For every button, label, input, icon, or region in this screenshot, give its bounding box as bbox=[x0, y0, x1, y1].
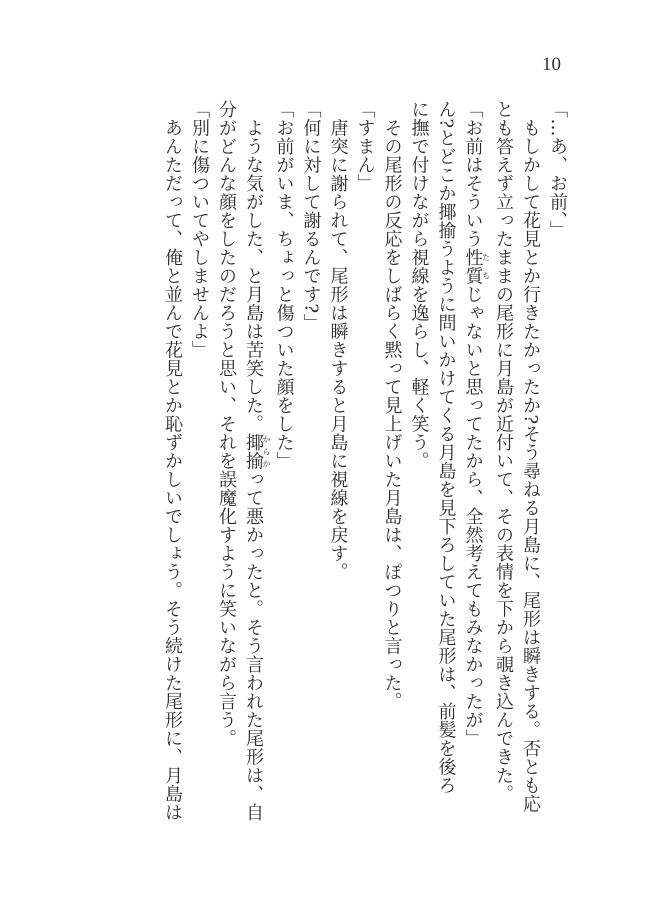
text-line-3: とも答えず立ったままの尾形に月島が近付いて、その表情を下から覗き込んできた。 bbox=[493, 100, 514, 803]
text-line-7: その尾形の反応をしばらく黙って見上げいた月島は、ぽつりと言った。 bbox=[381, 100, 403, 711]
novel-text-block bbox=[159, 100, 571, 820]
ruby-annotation: 揶揄からか bbox=[243, 433, 271, 470]
text-line-2: もしかして花見とか行きたかったか?そう尋ねる月島に、尾形は瞬きする。否とも応 bbox=[520, 100, 541, 814]
text-line-1: 「…あ、お前、」 bbox=[547, 100, 568, 239]
text-line-6: に撫で付けながら視線を逸らし、軽く笑う。 bbox=[408, 100, 430, 470]
ruby-reading: たち bbox=[481, 248, 491, 285]
text-line-13: 分がどんな顔をしたのだろうと思い、それを誤魔化すように笑いながら言う。 bbox=[216, 100, 237, 748]
text-line-4: 「お前はそういう性質たちじゃないと思ってたから、全然考えてもみなかったが」 bbox=[462, 100, 491, 748]
ruby-reading: からか bbox=[262, 433, 271, 470]
text-line-9: 唐突に謝られて、尾形は瞬きすると月島に視線を戻す。 bbox=[327, 100, 349, 581]
text-line-5: ん?とどこか揶揄うように問いかけてくる月島を見下ろしていた尾形は、前髪を後ろ bbox=[435, 100, 457, 795]
ruby-annotation: 性質たち bbox=[462, 248, 491, 285]
text-line-10: 「何に対して謝るんです?」 bbox=[300, 100, 322, 333]
page-number: 10 bbox=[542, 54, 561, 75]
text-line-15: あんただって、俺と並んで花見とか恥ずかしいでしょう。そう続けた尾形に、月島は bbox=[162, 100, 183, 822]
text-line-11: 「お前がいま、ちょっと傷ついた顔をした」 bbox=[273, 100, 295, 470]
text-line-14: 「別に傷ついてやしませんよ」 bbox=[189, 100, 210, 359]
text-line-8: 「すまん」 bbox=[354, 100, 376, 193]
text-line-12: ような気がした、と月島は苦笑した。揶揄からかって悪かったと。そう言われた尾形は、自 bbox=[243, 100, 271, 822]
